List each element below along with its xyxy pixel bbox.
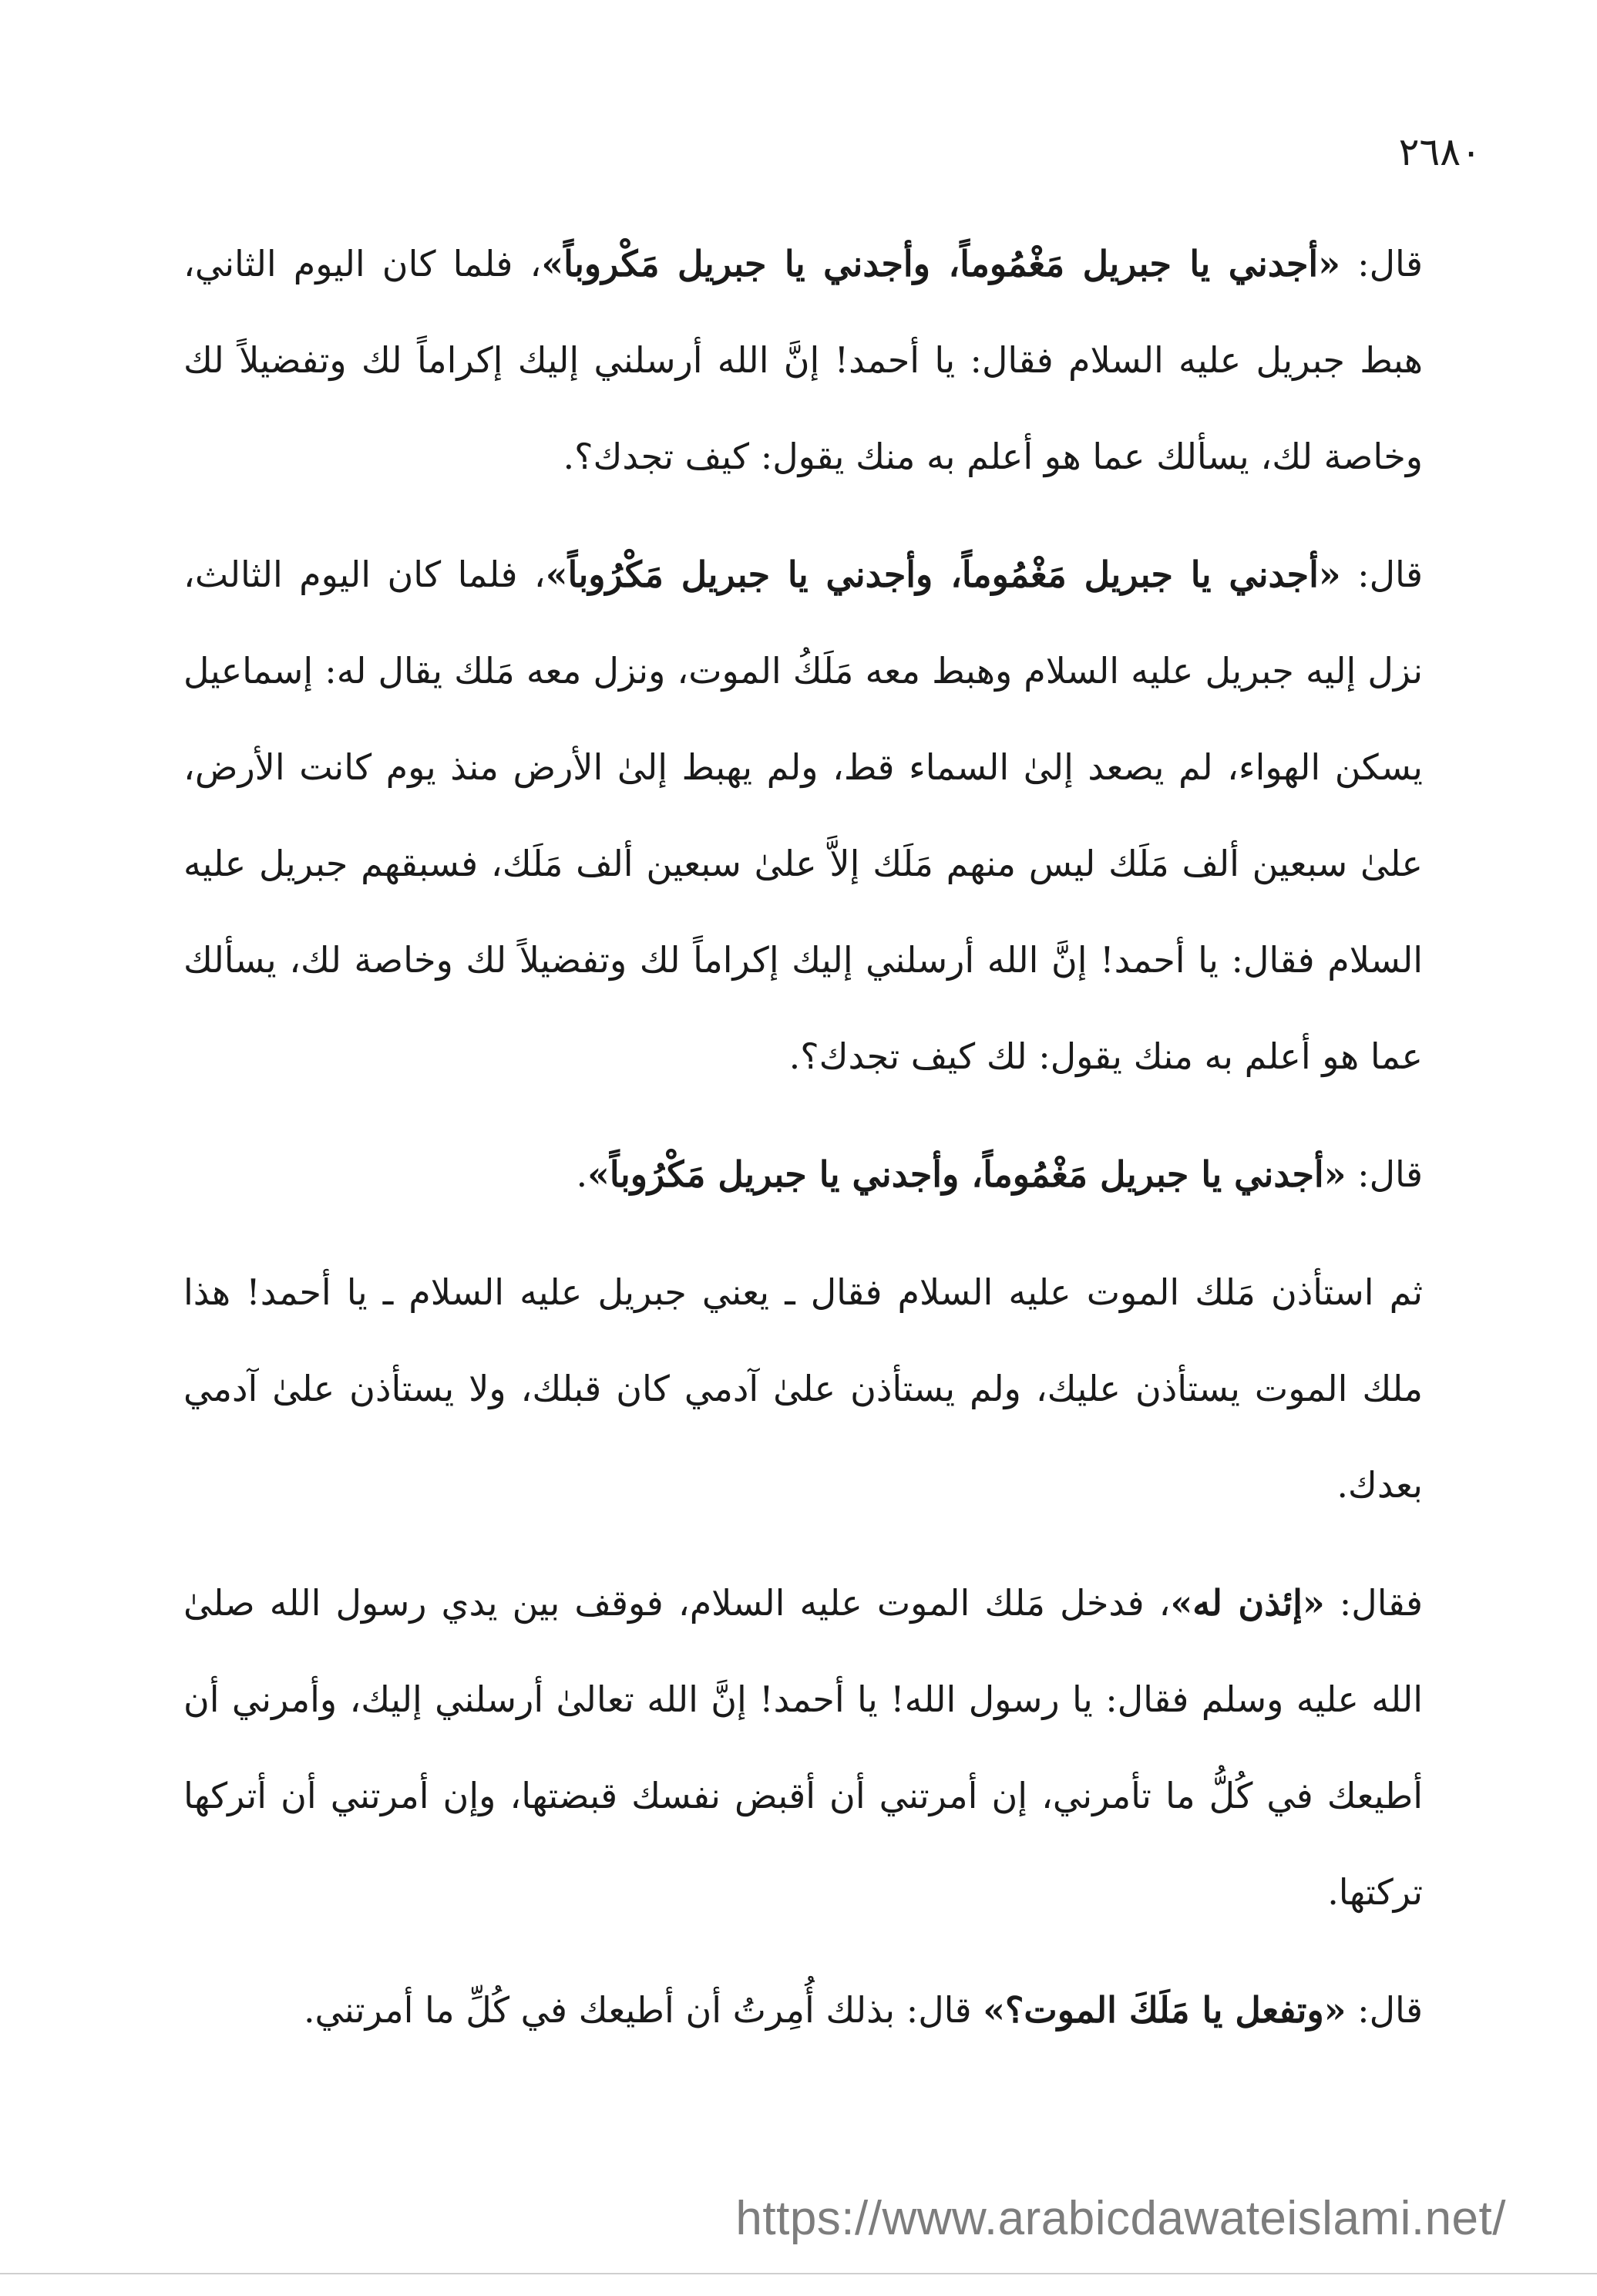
paragraph-prefix: قال:	[1340, 243, 1423, 284]
paragraph-4	[183, 1244, 1423, 1533]
quoted-speech: «وتفعل يا مَلَكَ الموت؟»	[983, 1989, 1347, 2031]
paragraph-text: ، فدخل مَلك الموت عليه السلام، فوقف بين يدي رسول الله صلىٰ الله عليه وسلم فقال: يا رسول الله! يا أحمد! إنَّ الله تعالىٰ أرسلني إليك، وأمرني أن أطيعك في كُلُّ ما تأمرني، إن أمرتني أن أقبض نفسك قبضتها، وإن أمرتني أن أتركها تركتها.	[183, 1582, 1423, 1913]
paragraph-2	[183, 527, 1423, 1105]
paragraph-text: ، فلما كان اليوم الثاني، هبط جبريل عليه السلام فقال: يا أحمد! إنَّ الله أرسلني إليك إكراماً لك وتفضيلاً لك وخاصة لك، يسألك عما هو أعلم به منك يقول: كيف تجدك؟.	[183, 243, 1423, 477]
paragraph-text: ، فلما كان اليوم الثالث، نزل إليه جبريل عليه السلام وهبط معه مَلَكُ الموت، ونزل معه مَلك يقال له: إسماعيل يسكن الهواء، لم يصعد إلىٰ السماء قط، ولم يهبط إلىٰ الأرض منذ يوم كانت الأرض، علىٰ سبعين ألف مَلَك ليس منهم مَلَك إلاَّ علىٰ سبعين ألف مَلَك، فسبقهم جبريل عليه السلام فقال: يا أحمد! إنَّ الله أرسلني إليك إكراماً لك وتفضيلاً لك وخاصة لك، يسألك عما هو أعلم به منك يقول: لك كيف تجدك؟.	[183, 554, 1423, 1077]
paragraph-1	[183, 216, 1423, 505]
paragraph-prefix: قال:	[1346, 1989, 1423, 2031]
paragraph-6	[183, 1962, 1423, 2059]
quoted-speech: «أجدني يا جبريل مَغْمُوماً، وأجدني يا جبريل مَكْرُوباً»	[587, 1153, 1347, 1195]
paragraph-text: .	[576, 1153, 588, 1195]
paragraph-prefix: فقال:	[1324, 1582, 1423, 1624]
paragraph-5	[183, 1555, 1423, 1941]
paragraph-text: قال: بذلك أُمِرتُ أن أطيعك في كُلِّ ما أمرتني.	[303, 1989, 983, 2031]
footer-divider	[0, 2273, 1597, 2274]
quoted-speech: «أجدني يا جبريل مَغْمُوماً، وأجدني يا جبريل مَكْروباً»	[541, 243, 1340, 284]
watermark-url: https://www.arabicdawateislami.net/	[735, 2192, 1506, 2245]
quoted-speech: «إئذن له»	[1170, 1582, 1325, 1624]
paragraph-prefix: قال:	[1346, 1153, 1423, 1195]
paragraph-prefix: قال:	[1340, 554, 1423, 595]
body-text	[183, 216, 1423, 2080]
paragraph-text: ثم استأذن مَلك الموت عليه السلام فقال ـ يعني جبريل عليه السلام ـ يا أحمد! هذا ملك الموت يستأذن عليك، ولم يستأذن علىٰ آدمي كان قبلك، ولا يستأذن علىٰ آدمي بعدك.	[183, 1271, 1423, 1506]
page-number: ٢٦٨٠	[1398, 130, 1481, 174]
paragraph-3	[183, 1126, 1423, 1223]
quoted-speech: «أجدني يا جبريل مَغْمُوماً، وأجدني يا جبريل مَكْرُوباً»	[545, 554, 1341, 595]
